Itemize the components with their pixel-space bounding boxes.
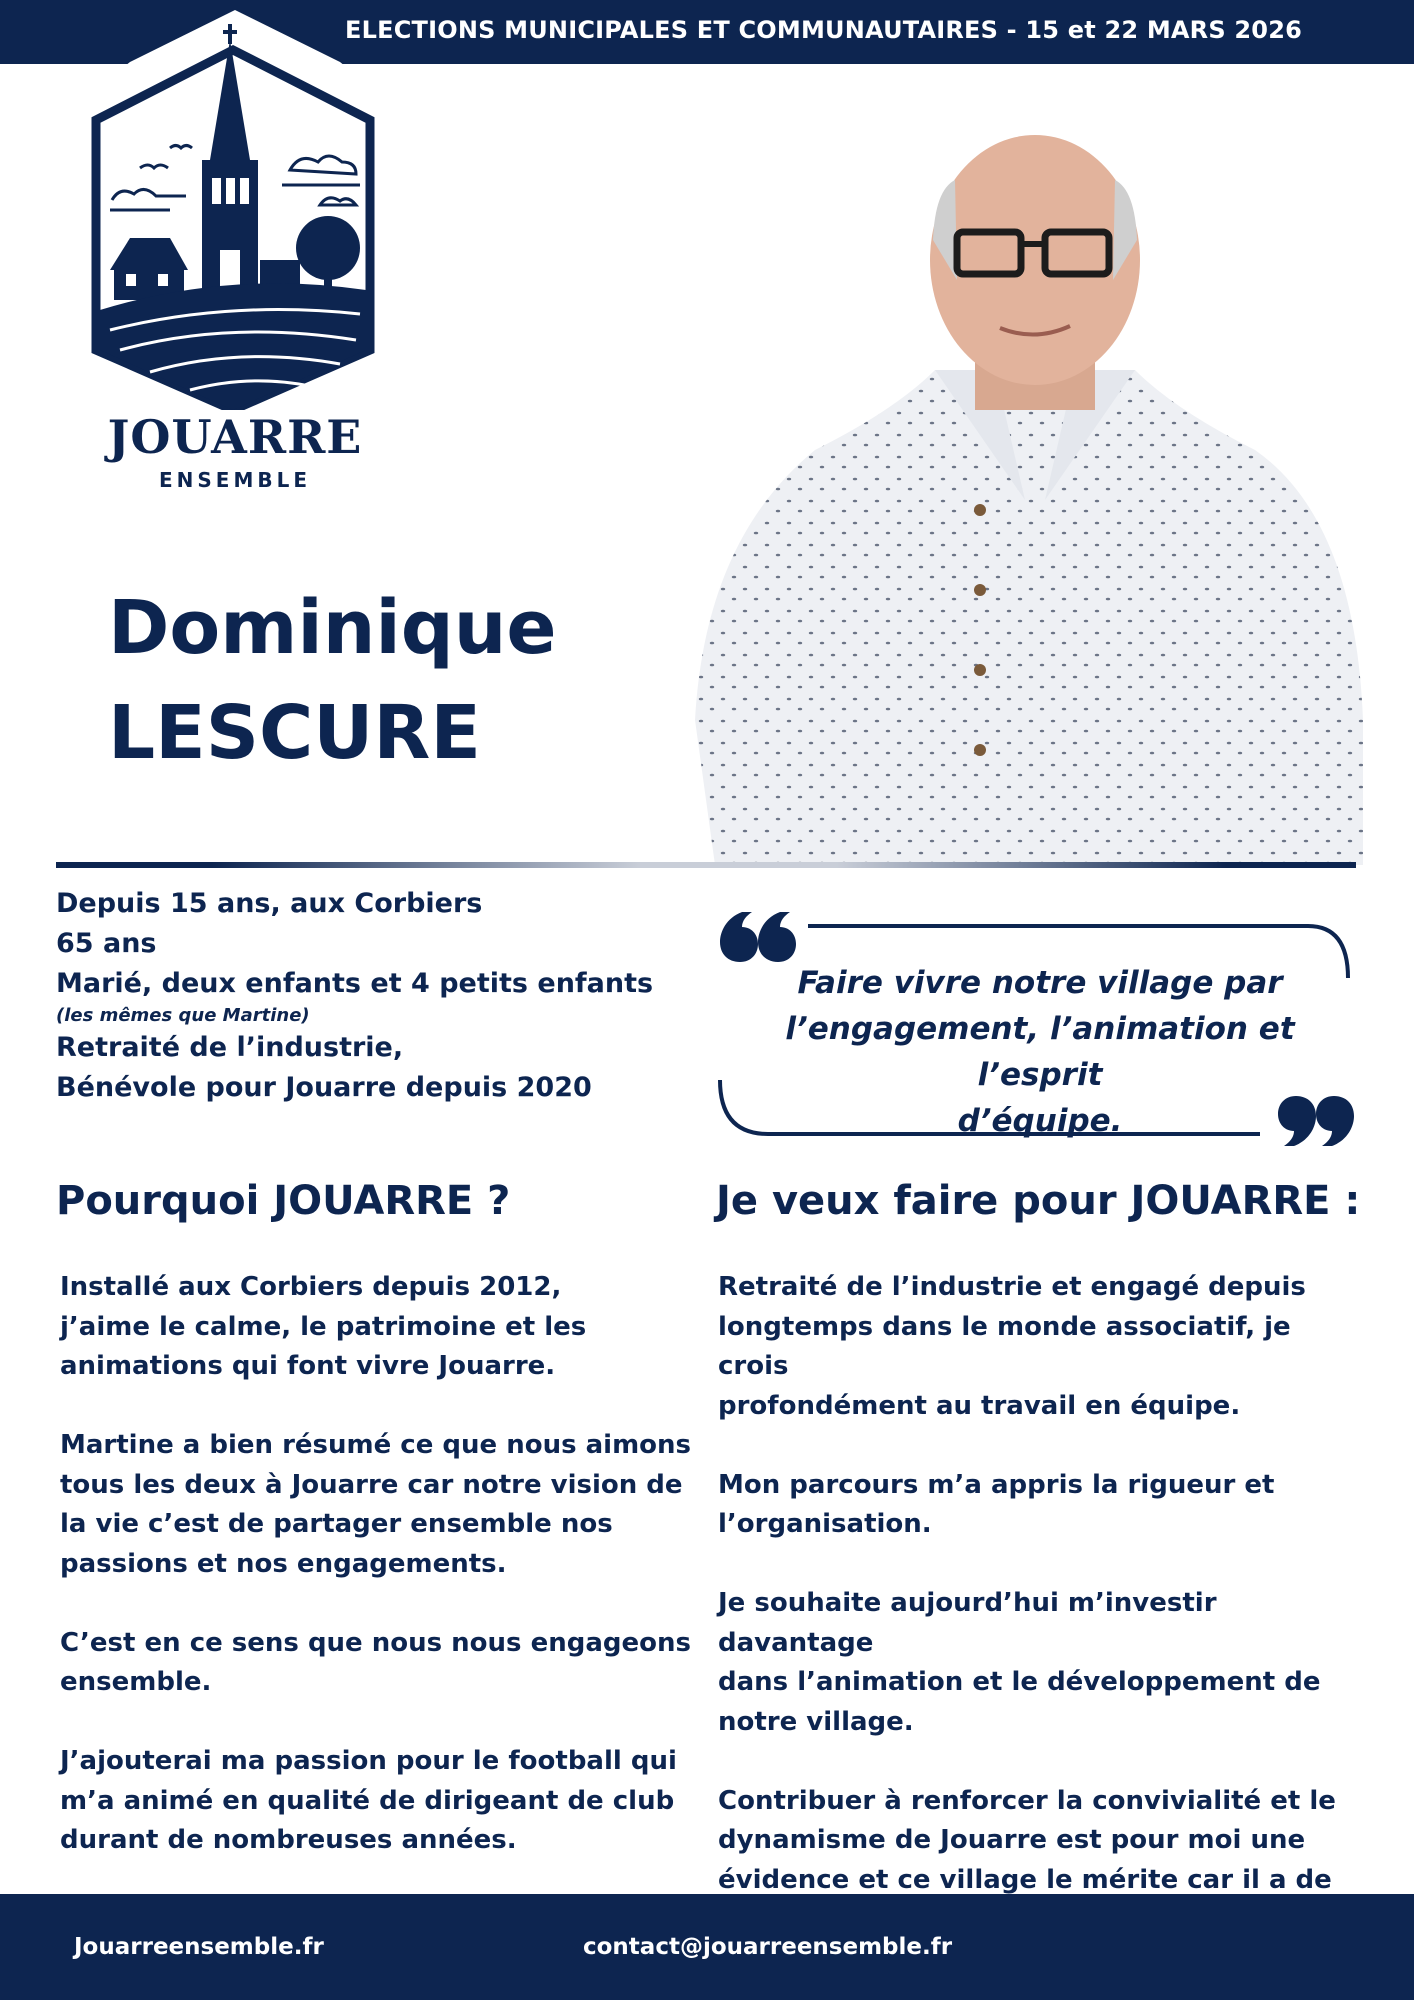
bio-line: 65 ans [56,928,157,959]
why-paragraph [60,1624,705,1703]
text-line: longtemps dans le monde associatif, je crois [718,1311,1291,1381]
text-line: dynamisme de Jouarre est pour moi une [718,1825,1306,1855]
bio-note: (les mêmes que Martine) [56,1005,310,1026]
email-link[interactable]: contact@jouarreensemble.fr [583,1934,953,1960]
logo-title: JOUARRE [107,410,363,464]
want-column [718,1268,1363,1979]
text-line: évidence et ce village le mérite car il a de [718,1864,1332,1895]
text-line: Martine a bien résumé ce que nous aimons [60,1430,692,1460]
text-line: m’a animé en qualité de dirigeant de club [60,1785,675,1816]
footer [0,1894,1414,2000]
website-link[interactable]: Jouarreensemble.fr [74,1934,324,1960]
section-divider [56,862,1356,868]
text-line: Contribuer à renforcer la convivialité et le [718,1785,1336,1816]
text-line: J’ajouterai ma passion pour le football qui [60,1746,677,1776]
bio-line: Marié, deux enfants et 4 petits enfants [56,968,654,999]
campaign-logo [70,10,400,490]
text-line: durant de nombreuses années. [60,1825,517,1855]
candidate-first-name: Dominique [108,585,557,671]
election-title: ELECTIONS MUNICIPALES ET COMMUNAUTAIRES - 15 et 22 MARS 2026 [345,16,1302,44]
text-line: passions et nos engagements. [60,1548,507,1579]
village-church-fields-icon [70,10,400,410]
why-paragraph [60,1426,705,1584]
quote-line: d’équipe. [957,1103,1123,1139]
text-line: l’organisation. [718,1509,932,1539]
logo-subtitle: ENSEMBLE [158,468,312,492]
text-line: C’est en ce sens que nous nous engageons [60,1627,691,1658]
text-line: Retraité de l’industrie et engagé depuis [718,1272,1306,1302]
text-line: Installé aux Corbiers depuis 2012, [60,1272,562,1302]
quote-line: Faire vivre notre village par [797,965,1283,1001]
campaign-quote [740,960,1340,1144]
quote-line: l’engagement, l’animation et l’esprit [785,1011,1295,1093]
text-line: tous les deux à Jouarre car notre vision de [60,1469,683,1500]
open-quote-icon [720,912,796,962]
candidate-portrait [695,120,1363,865]
want-paragraph [718,1466,1363,1545]
candidate-bio [56,884,676,1108]
text-line: Je souhaite aujourd’hui m’investir davantage [718,1588,1217,1658]
text-line: animations qui font vivre Jouarre. [60,1351,556,1381]
want-title: Je veux faire pour JOUARRE : [716,1178,1361,1224]
bio-line: Depuis 15 ans, aux Corbiers [56,888,483,919]
bio-line: Bénévole pour Jouarre depuis 2020 [56,1072,592,1103]
text-line: ensemble. [60,1667,212,1697]
text-line: notre village. [718,1706,914,1737]
text-line: dans l’animation et le développement de [718,1667,1321,1697]
candidate-last-name: LESCURE [108,690,481,776]
why-paragraph [60,1268,705,1387]
text-line: j’aime le calme, le patrimoine et les [60,1311,587,1342]
why-title: Pourquoi JOUARRE ? [56,1178,511,1224]
text-line: profondément au travail en équipe. [718,1390,1241,1421]
text-line: la vie c’est de partager ensemble nos [60,1509,613,1539]
bio-line: Retraité de l’industrie, [56,1032,404,1063]
why-column [60,1268,705,1900]
want-paragraph [718,1268,1363,1426]
why-paragraph [60,1742,705,1861]
text-line: Mon parcours m’a appris la rigueur et [718,1469,1275,1500]
want-paragraph [718,1584,1363,1742]
